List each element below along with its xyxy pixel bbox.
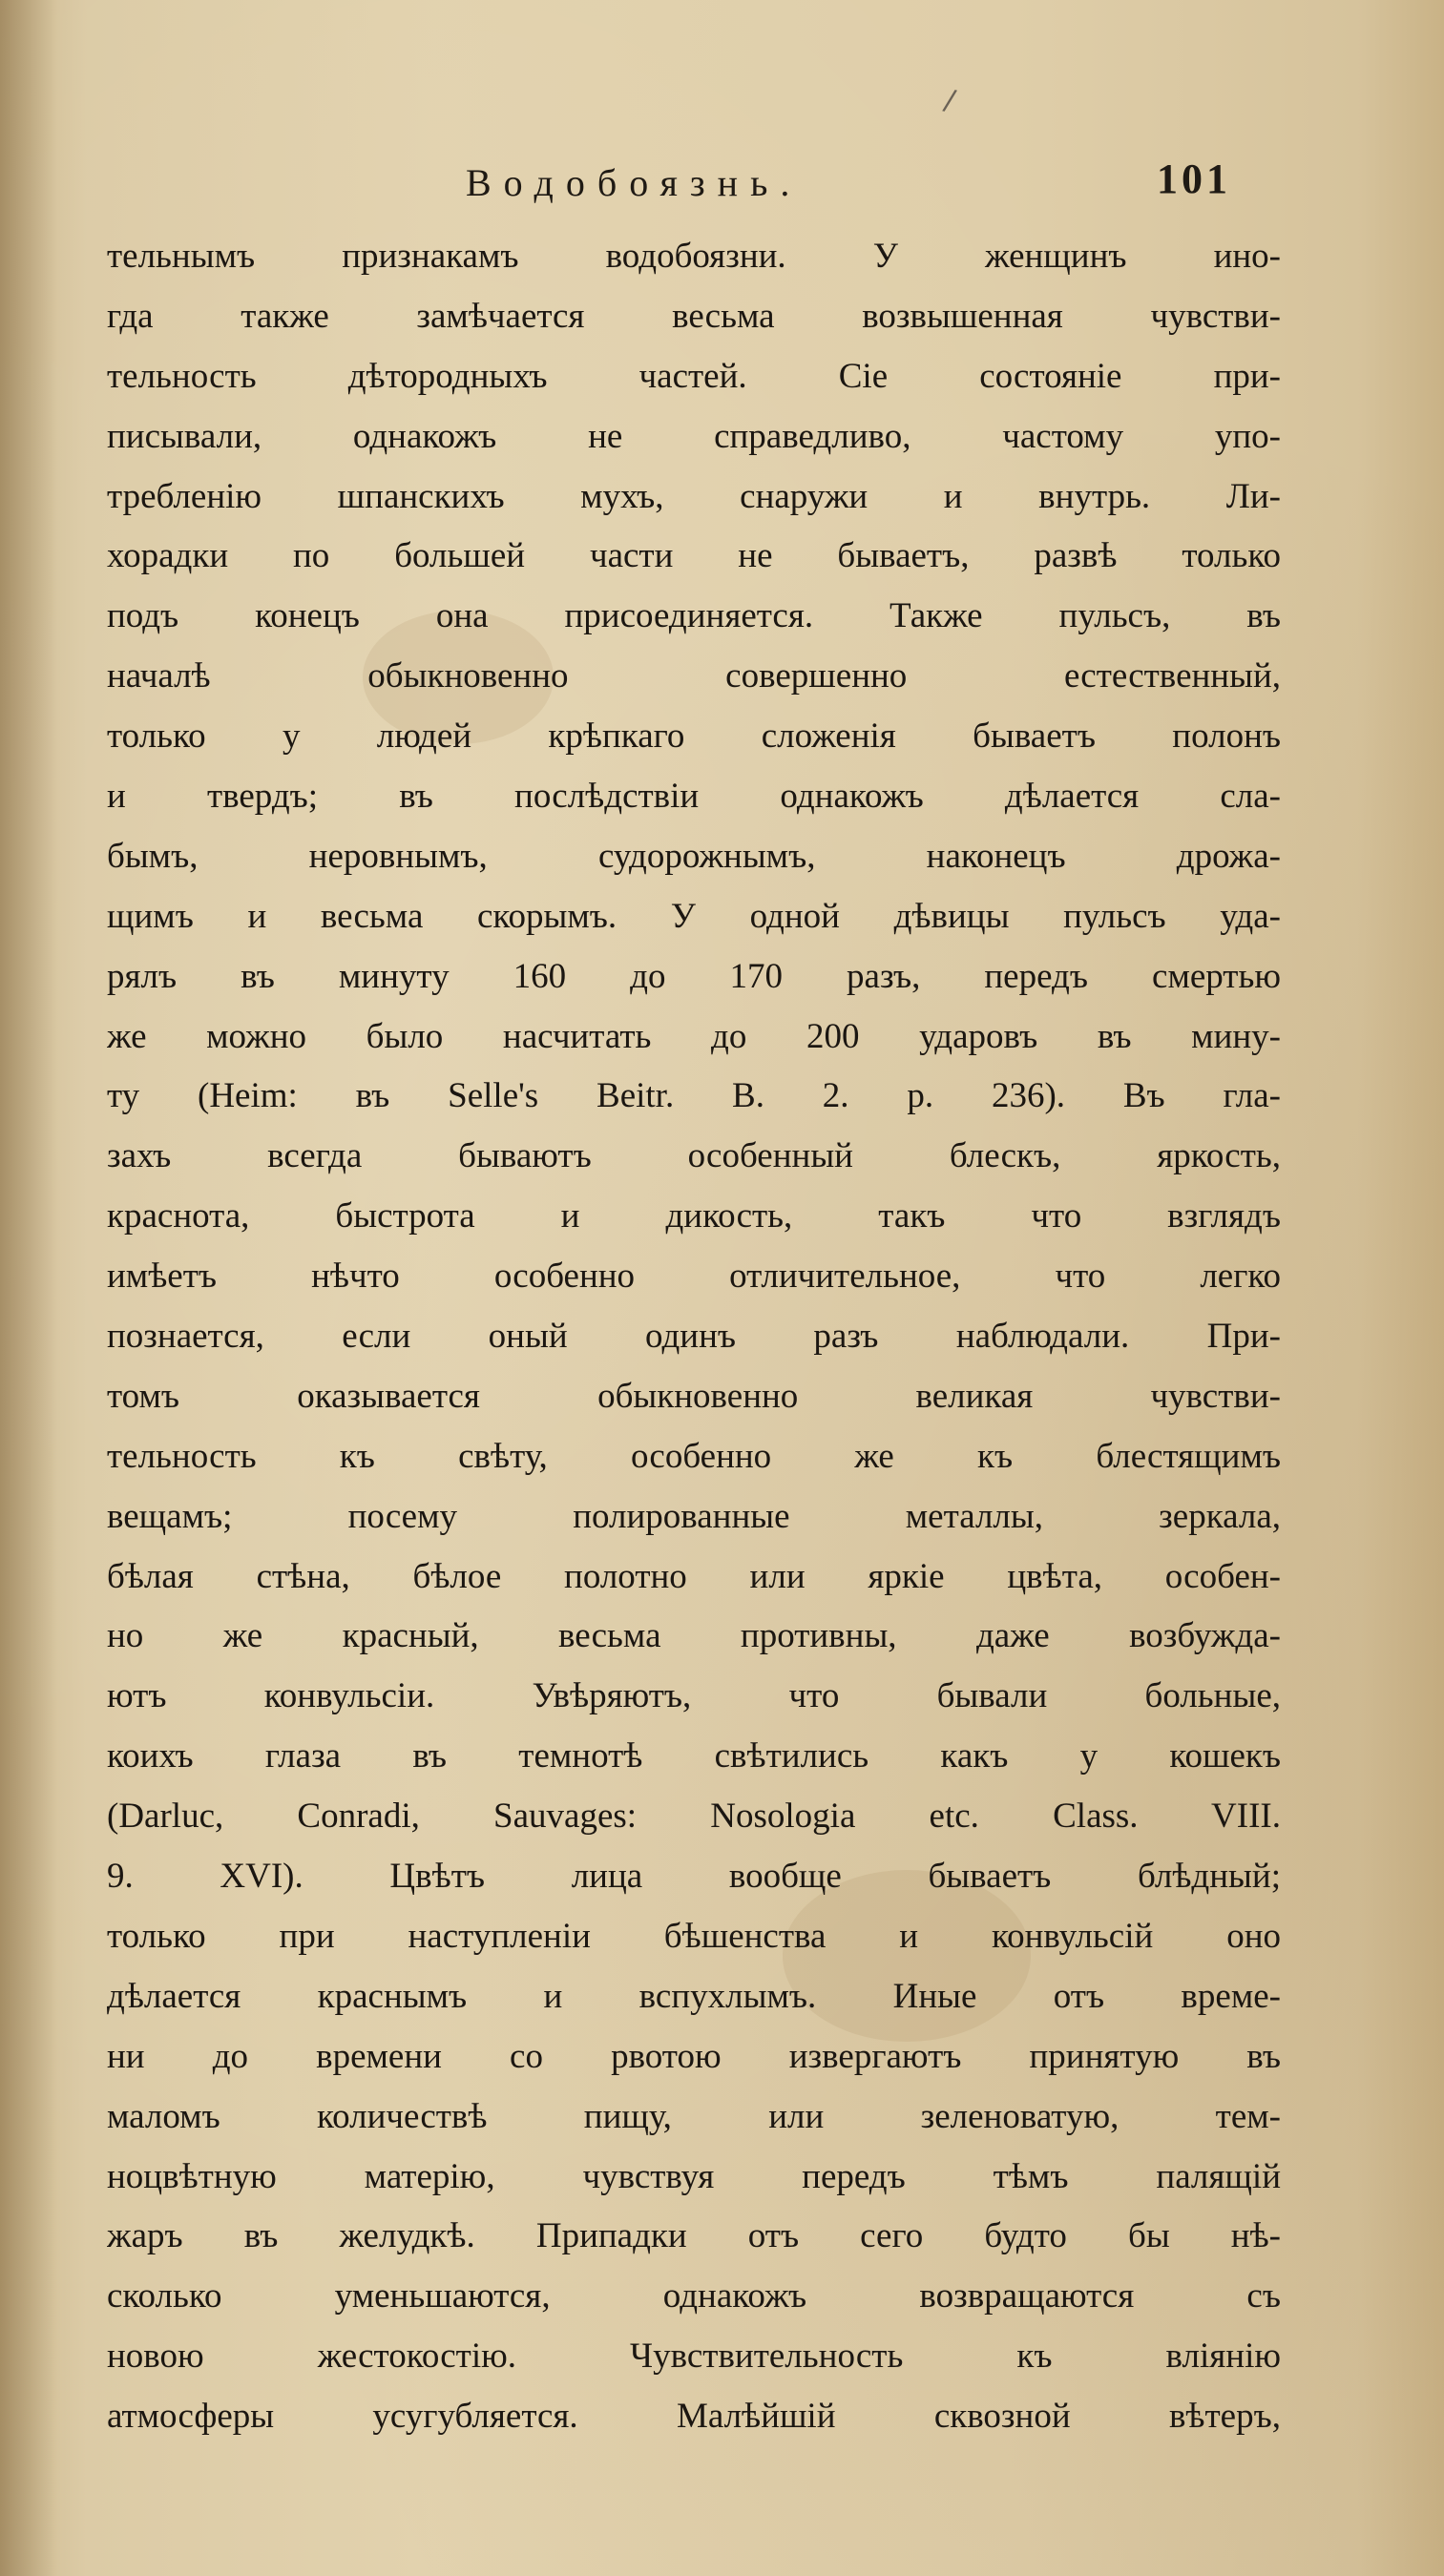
text-line: только при наступленіи бѣшенства и конвульсій оно (107, 1916, 1281, 1956)
text-line: сколько уменьшаются, однакожъ возвращаются съ (107, 2276, 1281, 2316)
text-line: новою жестокостію. Чувствительность къ вліянію (107, 2337, 1281, 2377)
text-line: рялъ въ минуту 160 до 170 разъ, передъ смертью (107, 956, 1281, 996)
text-line: познается, если оный одинъ разъ наблюдали. При- (107, 1317, 1281, 1357)
text-line: щимъ и весьма скорымъ. У одной дѣвицы пульсъ уда- (107, 896, 1281, 936)
page-number: 101 (1157, 156, 1231, 202)
text-line: требленію шпанскихъ мухъ, снаружи и внутрь. Ли- (107, 476, 1281, 516)
text-line: ни до времени со рвотою извергаютъ принятую въ (107, 2036, 1281, 2076)
text-line: бымъ, неровнымъ, судорожнымъ, наконецъ дрожа- (107, 836, 1281, 876)
text-line: краснота, быстрота и дикость, такъ что взглядъ (107, 1196, 1281, 1236)
text-line: захъ всегда бываютъ особенный блескъ, яркость, (107, 1136, 1281, 1176)
text-line: ютъ конвульсіи. Увѣряютъ, что бывали больные, (107, 1676, 1281, 1716)
text-line: вещамъ; посему полированные металлы, зеркала, (107, 1496, 1281, 1536)
text-line: тельность къ свѣту, особенно же къ блестящимъ (107, 1436, 1281, 1476)
text-line: дѣлается краснымъ и вспухлымъ. Иные отъ време- (107, 1976, 1281, 2016)
text-line: писывали, однакожъ не справедливо, частому упо- (107, 416, 1281, 456)
running-head: Водобоязнь. (466, 161, 803, 204)
text-line: ту (Heim: въ Selle's Beitr. B. 2. p. 236). Въ гла- (107, 1076, 1281, 1116)
text-line: хорадки по большей части не бываетъ, развѣ только (107, 536, 1281, 576)
text-line: тельнымъ признакамъ водобоязни. У женщинъ ино- (107, 237, 1281, 276)
text-line: же можно было насчитать до 200 ударовъ въ мину- (107, 1016, 1281, 1056)
text-line: 9. XVI). Цвѣтъ лица вообще бываетъ блѣдный; (107, 1857, 1281, 1897)
pencil-mark: / (940, 83, 959, 118)
text-line: гда также замѣчается весьма возвышенная чувстви- (107, 296, 1281, 336)
text-line: подъ конецъ она присоединяется. Также пульсъ, въ (107, 596, 1281, 636)
text-line: томъ оказывается обыкновенно великая чувстви- (107, 1376, 1281, 1416)
text-line: коихъ глаза въ темнотѣ свѣтились какъ у кошекъ (107, 1736, 1281, 1776)
text-line: жаръ въ желудкѣ. Припадки отъ сего будто бы нѣ- (107, 2216, 1281, 2256)
page-gutter-shadow (0, 0, 57, 2576)
text-line: началѣ обыкновенно совершенно естественный, (107, 656, 1281, 696)
text-line: (Darluc, Conradi, Sauvages: Nosologia etc. Class. VIII. (107, 1797, 1281, 1837)
text-line: ноцвѣтную матерію, чувствуя передъ тѣмъ палящій (107, 2156, 1281, 2196)
text-line: тельность дѣтородныхъ частей. Сіе состояніе при- (107, 356, 1281, 396)
text-line: только у людей крѣпкаго сложенія бываетъ полонъ (107, 717, 1281, 757)
text-line: и твердъ; въ послѣдствіи однакожъ дѣлается сла- (107, 777, 1281, 817)
text-line: атмосферы усугубляется. Малѣйшій сквозной вѣтеръ, (107, 2397, 1281, 2437)
text-line: но же красный, весьма противны, даже возбужда- (107, 1616, 1281, 1656)
text-line: бѣлая стѣна, бѣлое полотно или яркіе цвѣта, особен- (107, 1556, 1281, 1596)
text-line: маломъ количествѣ пищу, или зеленоватую, тем- (107, 2096, 1281, 2136)
text-line: имѣетъ нѣчто особенно отличительное, что легко (107, 1257, 1281, 1297)
body-text (107, 227, 1281, 2447)
